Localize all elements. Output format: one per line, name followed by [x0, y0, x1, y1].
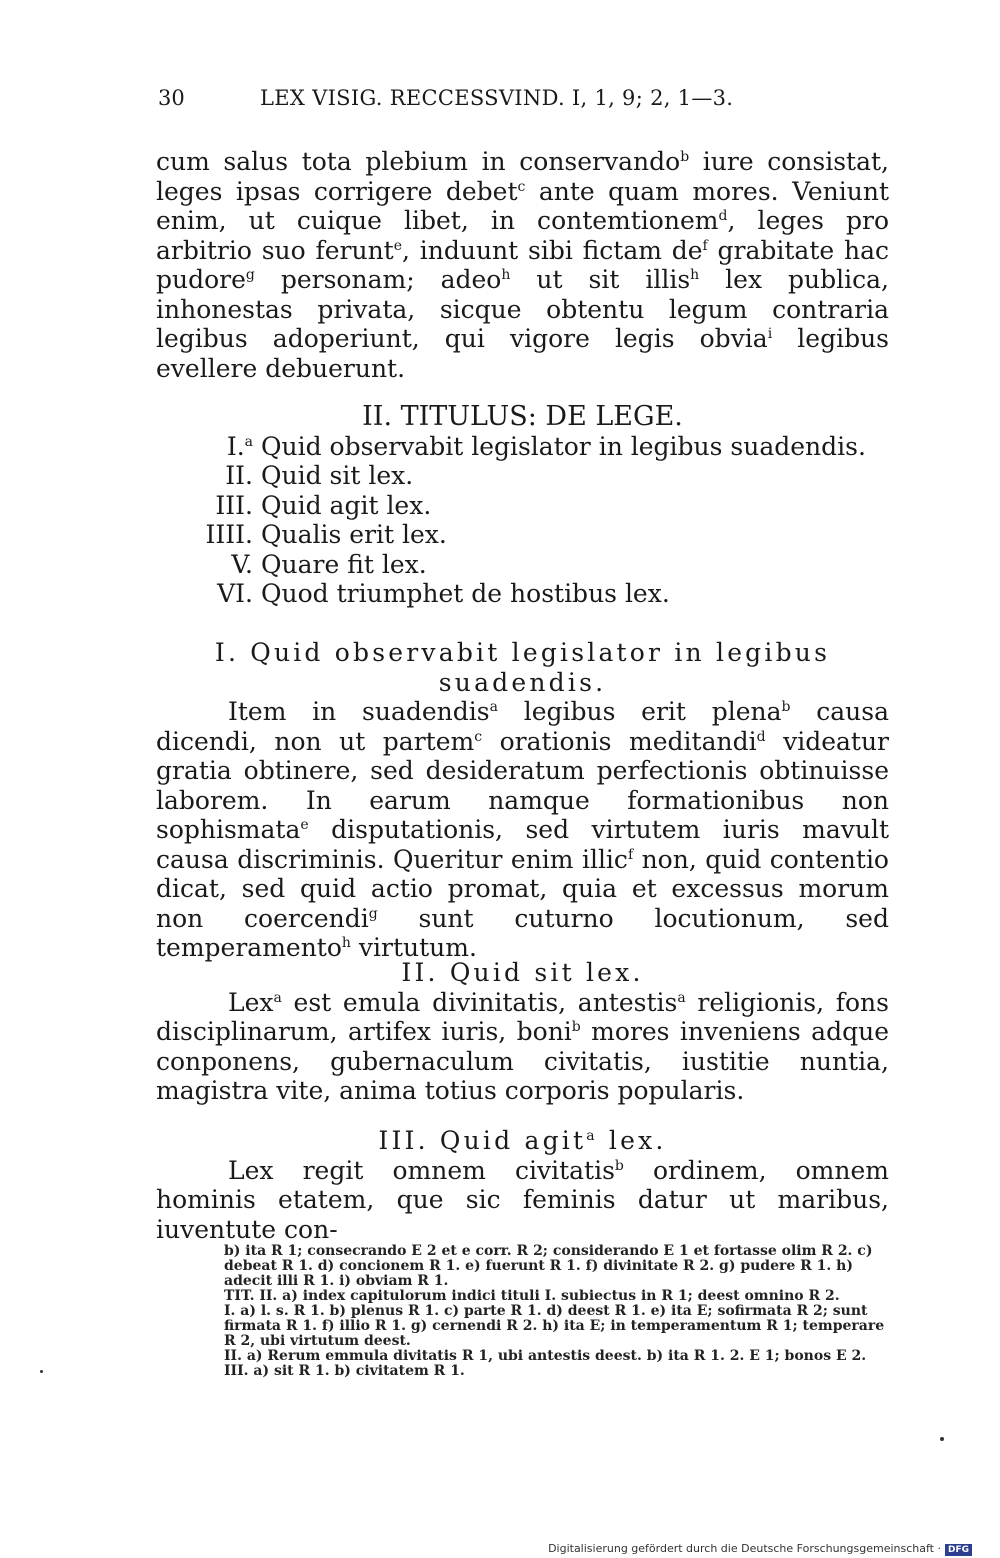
titulus-block	[156, 402, 889, 609]
footnote-marker: h	[501, 267, 511, 283]
toc-row	[156, 520, 889, 550]
text-run: grabitate hac pudore	[156, 235, 889, 294]
toc-row	[156, 491, 889, 521]
text-run: ut sit illis	[510, 265, 691, 294]
text-run: Item in suadendis	[228, 697, 490, 726]
toc-number: II.	[225, 461, 253, 490]
scan-speck	[940, 1437, 944, 1441]
chapter-2	[156, 958, 889, 1106]
footnote-marker: a	[244, 433, 253, 450]
footnote-marker: f	[627, 846, 634, 863]
text-run: est emula divinitatis, antestis	[281, 987, 678, 1017]
running-head: LEX VISIG. RECCESSVIND. I, 1, 9; 2, 1—3.	[260, 86, 734, 110]
footnotes	[156, 1244, 889, 1379]
chapter-3-heading-end: lex.	[597, 1126, 667, 1155]
running-header	[158, 86, 888, 116]
toc-number: III.	[215, 490, 253, 520]
chapter-3-text	[156, 1156, 889, 1245]
toc-text: Quare fit lex.	[261, 549, 427, 579]
text-run: personam; adeo	[254, 265, 502, 294]
chapter-1-heading-line1: I. Quid observabit legislator in legibus	[214, 638, 831, 667]
toc-row	[156, 461, 889, 491]
footnote-para: b) ita R 1; consecrando E 2 et e corr. R 2; considerando E 1 et fortasse olim R 2. c) debeat R 1. d) concionem R 1. e) fuerunt R 1. f) divinitate R 2. g) pudere R 1. h) adecit illi R 1. i) obviam R 1.	[224, 1243, 873, 1289]
footnote-para: II. a) Rerum emmula divitatis R 1, ubi antestis deest. b) ita R 1. 2. E 1; bonos E 2.	[224, 1348, 867, 1364]
scan-speck	[40, 1370, 43, 1373]
titulus-toc	[156, 432, 889, 609]
footnote-marker: c	[474, 728, 483, 745]
toc-text: Quod triumphet de hostibus lex.	[261, 579, 670, 608]
footnote-marker: a	[273, 989, 282, 1006]
footnote-para: I. a) l. s. R 1. b) plenus R 1. c) parte R 1. d) deest R 1. e) ita E; sofirmata R 2; sunt firmata R 1. f) illio R 1. g) cernendi R 2. h) ita E; in temperamentum R 1; temperare R 2, ubi virtutum deest.	[224, 1303, 885, 1349]
footnote-marker: e	[393, 237, 403, 254]
footnote-para: TIT. II. a) index capitulorum indici tituli I. subiectus in R 1; deest omnino R 2.	[224, 1288, 840, 1304]
toc-number: IIII.	[205, 520, 253, 549]
footnote-marker: g	[368, 905, 378, 922]
chapter-3-heading-sup: a	[586, 1128, 598, 1144]
footer-text: Digitalisierung gefördert durch die Deutsche Forschungsgemeinschaft ·	[548, 1542, 941, 1555]
toc-row	[156, 550, 889, 580]
page-number: 30	[158, 86, 185, 110]
chapter-3-heading	[156, 1126, 889, 1156]
toc-text: Quid sit lex.	[261, 461, 414, 490]
toc-text: Qualis erit lex.	[261, 520, 447, 549]
toc-text: Quid agit lex.	[261, 490, 432, 520]
text-run: , induunt sibi fictam de	[402, 235, 703, 265]
footnote-marker: a	[677, 989, 686, 1006]
toc-text: Quid observabit legislator in legibus suadendis.	[261, 431, 866, 461]
text-run: virtutum.	[350, 933, 477, 962]
footer-credit	[548, 1542, 972, 1556]
footnote-marker: h	[341, 935, 351, 951]
text-run: sunt cuturno locutionum, sed temperamento	[156, 903, 889, 962]
titulus-heading: II. TITULUS: DE LEGE.	[362, 401, 683, 432]
footnote-marker: g	[245, 267, 255, 283]
text-run: legibus erit plena	[497, 697, 782, 726]
text-run: ante quam mores. Veniunt enim, ut cuique libet, in contemtionem	[156, 176, 889, 235]
text-run: , leges pro arbitrio suo ferunt	[156, 206, 890, 265]
footnote-marker: i	[767, 326, 773, 342]
text-run: videatur gratia obtinere, sed desideratum perfectionis obtinuisse laborem. In earum namque formationibus non sophismata	[156, 726, 890, 844]
text-run: iure consistat, leges ipsas corrigere debet	[156, 147, 889, 206]
toc-row	[156, 432, 889, 462]
chapter-2-text	[156, 988, 889, 1106]
toc-row	[156, 579, 889, 609]
chapter-1-heading-line2: suadendis.	[438, 667, 607, 697]
text-run: causa dicendi, non ut partem	[156, 697, 889, 756]
text-run: non, quid contentio dicat, sed quid actio promat, quia et excessus morum non coercendi	[156, 844, 889, 933]
continuation-block	[156, 147, 889, 383]
footnote-marker: b	[680, 149, 690, 165]
chapter-1	[156, 638, 889, 963]
text-run: religionis, fons disciplinarum, artifex iuris, boni	[156, 987, 889, 1046]
footnote-para: III. a) sit R 1. b) civitatem R 1.	[224, 1363, 465, 1379]
chapter-3	[156, 1126, 889, 1244]
footnote-marker: d	[756, 728, 766, 745]
chapter-3-heading-text: III. Quid agit	[378, 1126, 587, 1155]
footnote-marker: c	[517, 178, 526, 195]
footnote-marker: a	[489, 699, 498, 715]
text-run: ordinem, omnem hominis etatem, que sic feminis datur ut maribus, iuventute con-	[156, 1155, 889, 1244]
text-run: disputationis, sed virtutem iuris mavult causa discriminis. Queritur enim illic	[156, 815, 889, 874]
chapter-2-heading: II. Quid sit lex.	[401, 958, 644, 987]
footnote-marker: b	[571, 1019, 581, 1035]
toc-number: I.$^a$	[226, 431, 253, 461]
footnote-marker: e	[300, 817, 309, 833]
text-run: legibus evellere debuerunt.	[156, 324, 890, 383]
toc-number: VI.	[217, 579, 253, 608]
footnote-marker: b	[781, 699, 791, 715]
text-run: Lex	[228, 987, 274, 1017]
continuation-paragraph	[156, 147, 889, 383]
text-run: orationis meditandi	[482, 726, 757, 756]
footnote-marker: b	[614, 1157, 624, 1174]
dfg-logo: DFG	[945, 1544, 972, 1556]
chapter-1-text	[156, 697, 889, 963]
text-run: mores inveniens adque conponens, gubernaculum civitatis, iustitie nuntia, magistra vite, anima totius corporis popularis.	[156, 1017, 889, 1105]
footnote-marker: d	[718, 208, 728, 224]
text-run: Lex regit omnem civitatis	[228, 1155, 615, 1185]
footnote-marker: h	[690, 267, 700, 283]
toc-number: V.	[231, 549, 253, 579]
text-run: lex publica, inhonestas privata, sicque obtentu legum contraria legibus adoperiunt, qui vigore legis obvia	[156, 265, 889, 353]
footnote-marker: f	[702, 237, 708, 254]
text-run: cum salus tota plebium in conservando	[156, 147, 681, 176]
